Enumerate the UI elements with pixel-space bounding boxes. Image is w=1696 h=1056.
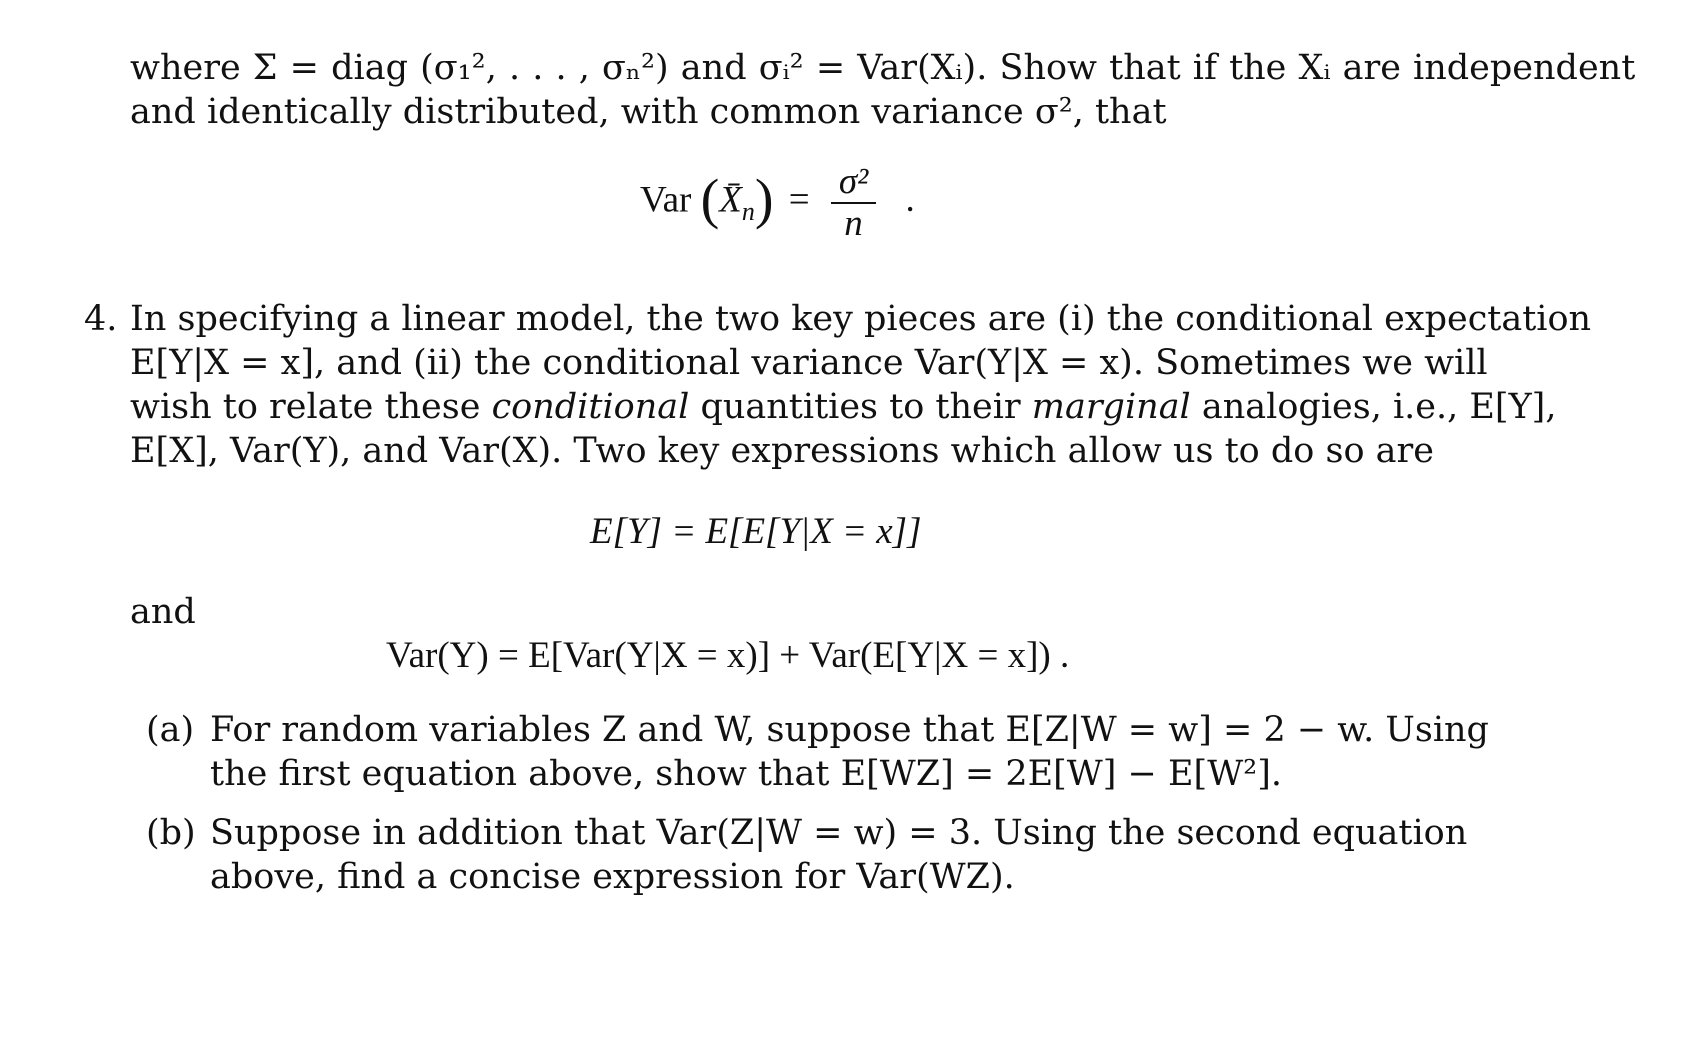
part-b-line-1: Suppose in addition that Var(Z|W = w) = 3. Using the second equation (210, 813, 1468, 853)
problem-number: 4. (84, 299, 118, 339)
part-a-line-2: the first equation above, show that E[WZ] = 2E[W] − E[W²]. (210, 754, 1282, 794)
problem4-line-2: E[Y|X = x], and (ii) the conditional variance Var(Y|X = x). Sometimes we will (130, 343, 1488, 383)
intro-line-1: where Σ = diag (σ₁², . . . , σₙ²) and σᵢ² = Var(Xᵢ). Show that if the Xᵢ are independent (130, 48, 1636, 88)
part-b-line-2: above, find a concise expression for Var(WZ). (210, 857, 1015, 897)
law-of-total-expectation: E[Y] = E[E[Y|X = x]] (590, 511, 922, 552)
and-connector: and (130, 592, 196, 632)
part-a-label: (a) (146, 710, 195, 750)
problem4-line-4: E[X], Var(Y), and Var(X). Two key expressions which allow us to do so are (130, 431, 1434, 471)
part-a-line-1: For random variables Z and W, suppose that E[Z|W = w] = 2 − w. Using (210, 710, 1489, 750)
problem4-line-3: wish to relate these conditional quantities to their marginal analogies, i.e., E[Y], (130, 387, 1557, 427)
x-bar-subscript: n (741, 196, 755, 226)
x-bar: X̄ (719, 179, 742, 221)
fraction-numerator: σ² (831, 162, 876, 204)
sigma-squared-over-n-fraction (831, 162, 876, 244)
intro-line-2: and identically distributed, with common variance σ², that (130, 92, 1167, 132)
problem4-line-1: In specifying a linear model, the two key pieces are (i) the conditional expectation (130, 299, 1592, 339)
emphasis-marginal: marginal (1031, 387, 1191, 427)
equation-period: . (905, 179, 915, 221)
var-operator: Var (640, 179, 692, 221)
emphasis-conditional: conditional (491, 387, 690, 427)
law-of-total-variance: Var(Y) = E[Var(Y|X = x)] + Var(E[Y|X = x]) . (386, 635, 1070, 676)
fraction-denominator: n (844, 203, 863, 244)
variance-of-mean-equation: Var $(X̄_n)$ = $\frac{\text{σ²}}{n}$ . (640, 161, 915, 244)
part-b-label: (b) (146, 813, 196, 853)
